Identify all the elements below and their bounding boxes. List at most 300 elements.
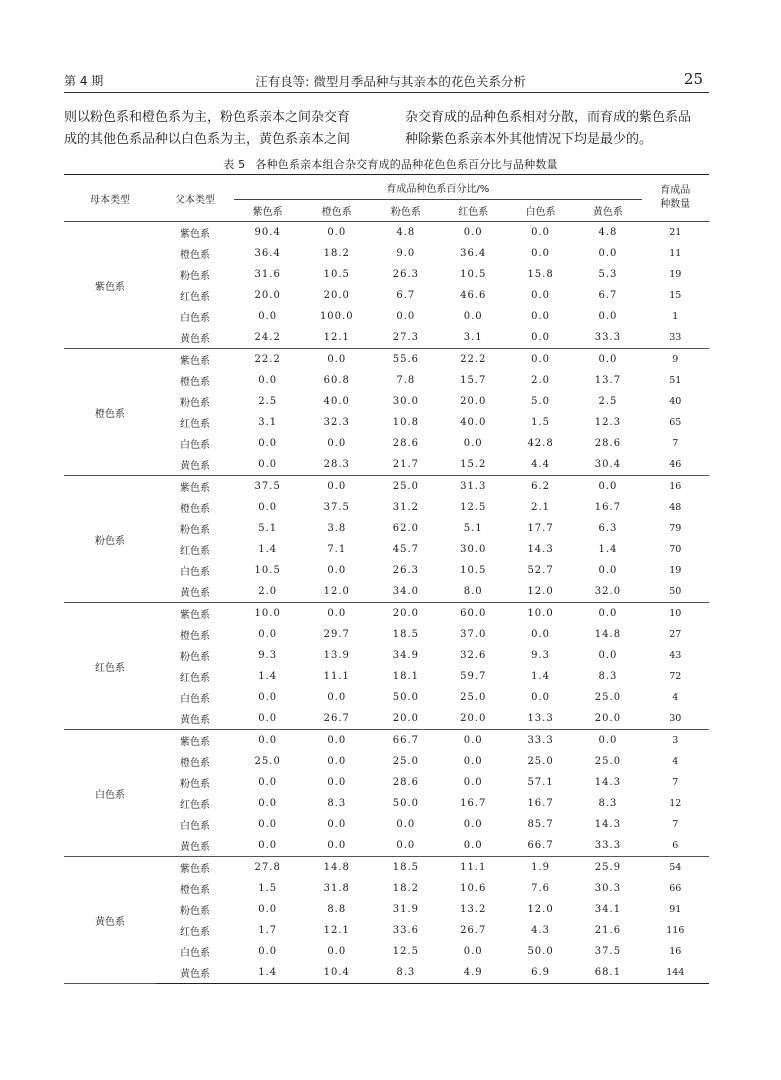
percent-cell: 18.5: [392, 862, 419, 873]
father-type-cell: 粉色系: [180, 525, 210, 536]
percent-cell: 14.3: [594, 777, 622, 788]
percent-cell: 34.9: [392, 650, 419, 661]
percent-cell: 50.0: [527, 946, 554, 957]
percent-cell: 16.7: [460, 798, 487, 809]
percent-cell: 5.3: [598, 269, 618, 280]
percent-cell: 40.0: [460, 417, 487, 428]
father-type-cell: 黄色系: [156, 327, 234, 349]
percent-cell: 8.8: [327, 904, 347, 915]
percent-cell: 24.2: [234, 327, 301, 349]
percent-cell: 60.0: [460, 608, 487, 619]
count-cell: 9: [672, 354, 679, 365]
percent-cell: 22.2: [254, 354, 281, 365]
count-cell: 11: [669, 248, 682, 259]
percent-cell: 18.5: [392, 629, 419, 640]
percent-cell: 8.3: [327, 798, 347, 809]
table-row: [64, 306, 709, 327]
percent-cell: 37.5: [594, 946, 622, 957]
col-header-father: 父本类型: [156, 175, 234, 222]
count-cell: 43: [669, 650, 682, 661]
table-row: [64, 687, 709, 708]
table-row: [64, 581, 709, 603]
count-cell: 19: [669, 269, 682, 280]
running-title: 汪有良等: 微型月季品种与其亲本的花色关系分析: [255, 74, 526, 89]
percent-cell: 0.0: [531, 692, 551, 703]
percent-cell: 27.3: [372, 327, 439, 349]
table-row: [64, 772, 709, 793]
percent-cell: 0.0: [327, 438, 347, 449]
percent-cell: 20.0: [372, 708, 439, 730]
percent-cell: 0.0: [372, 835, 439, 857]
table-row: [64, 370, 709, 391]
table-row: [64, 941, 709, 962]
percent-cell: 0.0: [327, 756, 347, 767]
count-cell: 16: [669, 946, 682, 957]
percent-cell: 0.0: [258, 692, 278, 703]
percent-cell: 34.0: [372, 581, 439, 603]
percent-cell: 25.0: [392, 481, 419, 492]
count-cell: 50: [642, 581, 709, 603]
percent-cell: 0.0: [258, 375, 278, 386]
father-type-cell: 红色系: [180, 673, 210, 684]
percent-cell: 30.4: [574, 454, 641, 476]
percent-cell: 0.0: [531, 311, 551, 322]
table-row: [64, 327, 709, 349]
table-row: [64, 243, 709, 264]
father-type-cell: 橙色系: [180, 885, 210, 896]
percent-cell: 0.0: [327, 777, 347, 788]
percent-cell: 31.8: [323, 883, 350, 894]
table-row: [64, 518, 709, 539]
percent-cell: 0.0: [327, 481, 347, 492]
percent-cell: 5.1: [258, 523, 278, 534]
percent-cell: 20.0: [574, 708, 641, 730]
percent-cell: 15.8: [527, 269, 554, 280]
percent-cell: 0.0: [598, 311, 618, 322]
col-header-count: [642, 175, 709, 222]
mother-type-cell: 红色系: [64, 603, 156, 730]
percent-cell: 1.4: [531, 671, 551, 682]
percent-cell: 40.0: [323, 396, 350, 407]
percent-cell: 57.1: [527, 777, 554, 788]
percent-cell: 31.6: [254, 269, 281, 280]
percent-cell: 18.2: [323, 248, 350, 259]
count-cell: 70: [669, 544, 682, 555]
percent-cell: 33.3: [527, 735, 554, 746]
percent-cell: 12.1: [323, 925, 350, 936]
percent-cell: 9.0: [396, 248, 416, 259]
percent-cell: 0.0: [258, 819, 278, 830]
percent-cell: 15.7: [460, 375, 487, 386]
percent-cell: 30.0: [460, 544, 487, 555]
percent-cell: 14.8: [323, 862, 350, 873]
col-header-percent-group: 育成品种色系百分比/%: [234, 175, 642, 200]
percent-cell: 10.0: [254, 608, 281, 619]
count-cell: 51: [669, 375, 682, 386]
percent-cell: 4.8: [598, 227, 618, 238]
percent-cell: 59.7: [460, 671, 487, 682]
percent-cell: 16.7: [594, 502, 622, 513]
father-type-cell: 黄色系: [156, 835, 234, 857]
percent-cell: 0.0: [258, 777, 278, 788]
page-number: 25: [683, 70, 703, 88]
percent-cell: 31.2: [392, 502, 419, 513]
father-type-cell: 粉色系: [180, 906, 210, 917]
percent-cell: 10.5: [460, 565, 487, 576]
father-type-cell: 粉色系: [180, 271, 210, 282]
percent-cell: 20.0: [323, 290, 350, 301]
percent-cell: 62.0: [392, 523, 419, 534]
percent-cell: 52.7: [527, 565, 554, 576]
percent-cell: 12.0: [527, 904, 554, 915]
mother-type-cell: 紫色系: [64, 222, 156, 349]
percent-cell: 68.1: [574, 962, 641, 984]
father-type-cell: 粉色系: [180, 652, 210, 663]
count-cell: 10: [669, 608, 682, 619]
body-text-left: [64, 107, 394, 151]
percent-cell: 4.4: [507, 454, 574, 476]
percent-cell: 33.6: [392, 925, 419, 936]
header-rule: [64, 92, 709, 93]
father-type-cell: 黄色系: [156, 708, 234, 730]
father-type-cell: 粉色系: [180, 779, 210, 790]
table-row: [64, 497, 709, 518]
table-row: [64, 645, 709, 666]
percent-cell: 4.3: [531, 925, 551, 936]
count-cell: 7: [672, 819, 679, 830]
father-type-cell: 白色系: [180, 821, 210, 832]
percent-cell: 37.5: [323, 502, 350, 513]
journal-issue: 第 4 期: [64, 74, 104, 88]
percent-cell: 20.0: [254, 290, 281, 301]
table-row: [64, 412, 709, 433]
percent-cell: 55.6: [392, 354, 419, 365]
percent-cell: 36.4: [460, 248, 487, 259]
percent-cell: 7.8: [396, 375, 416, 386]
father-type-cell: 红色系: [180, 292, 210, 303]
percent-cell: 33.3: [574, 327, 641, 349]
percent-cell: 3.8: [327, 523, 347, 534]
percent-cell: 0.0: [327, 565, 347, 576]
percent-cell: 25.0: [594, 692, 622, 703]
percent-cell: 0.0: [327, 819, 347, 830]
table-row: [64, 835, 709, 857]
percent-cell: 0.0: [463, 227, 483, 238]
percent-cell: 4.8: [396, 227, 416, 238]
percent-cell: 10.0: [527, 608, 554, 619]
col-header-count-line: 育成品: [660, 185, 691, 196]
percent-cell: 12.3: [594, 417, 622, 428]
percent-cell: 4.9: [440, 962, 507, 984]
table-row: [64, 222, 709, 244]
percent-cell: 46.6: [460, 290, 487, 301]
table-row: [64, 730, 709, 752]
count-cell: 3: [672, 735, 679, 746]
table-row: [64, 433, 709, 454]
count-cell: 7: [672, 438, 679, 449]
percent-cell: 25.0: [527, 756, 554, 767]
father-type-cell: 白色系: [180, 694, 210, 705]
percent-cell: 12.0: [507, 581, 574, 603]
count-cell: 19: [669, 565, 682, 576]
percent-cell: 0.0: [463, 756, 483, 767]
percent-cell: 33.3: [574, 835, 641, 857]
percent-cell: 8.3: [598, 798, 618, 809]
percent-cell: 8.3: [598, 671, 618, 682]
data-table: [64, 174, 709, 984]
percent-cell: 18.2: [392, 883, 419, 894]
percent-cell: 1.4: [258, 671, 278, 682]
percent-cell: 30.0: [392, 396, 419, 407]
table-row: [64, 666, 709, 687]
percent-cell: 0.0: [258, 311, 278, 322]
text-line: 则以粉色系和橙色系为主，粉色系亲本之间杂交育: [64, 110, 351, 125]
table-row: [64, 962, 709, 984]
father-type-cell: 红色系: [180, 800, 210, 811]
percent-cell: 10.5: [254, 565, 281, 576]
father-type-cell: 白色系: [180, 313, 210, 324]
count-cell: 79: [669, 523, 682, 534]
percent-cell: 3.1: [440, 327, 507, 349]
table-row: [64, 476, 709, 498]
table-caption-text: 各种色系亲本组合杂交育成的品种花色色系百分比与品种数量: [255, 158, 558, 171]
percent-cell: 0.0: [258, 946, 278, 957]
percent-cell: 10.6: [460, 883, 487, 894]
percent-cell: 66.7: [507, 835, 574, 857]
count-cell: 7: [672, 777, 679, 788]
table-caption-label: 表 5: [223, 158, 246, 171]
father-type-cell: 白色系: [180, 440, 210, 451]
percent-cell: 8.3: [372, 962, 439, 984]
percent-cell: 16.7: [527, 798, 554, 809]
count-cell: 91: [669, 904, 682, 915]
percent-cell: 2.1: [531, 502, 551, 513]
percent-cell: 12.1: [301, 327, 372, 349]
percent-cell: 26.7: [301, 708, 372, 730]
text-line: 种除紫色系亲本外其他情况下均是最少的。: [405, 132, 653, 147]
percent-cell: 1.4: [598, 544, 618, 555]
percent-cell: 25.0: [254, 756, 281, 767]
col-header-color: 白色系: [507, 200, 574, 222]
father-type-cell: 白色系: [180, 948, 210, 959]
percent-cell: 28.3: [301, 454, 372, 476]
percent-cell: 31.9: [392, 904, 419, 915]
table-row: [64, 560, 709, 581]
percent-cell: 6.9: [507, 962, 574, 984]
count-cell: 4: [672, 692, 679, 703]
percent-cell: 0.0: [258, 629, 278, 640]
percent-cell: 26.7: [460, 925, 487, 936]
percent-cell: 50.0: [392, 798, 419, 809]
percent-cell: 0.0: [598, 248, 618, 259]
percent-cell: 14.3: [527, 544, 554, 555]
col-header-color: 紫色系: [234, 200, 301, 222]
percent-cell: 7.6: [531, 883, 551, 894]
table-row: [64, 603, 709, 625]
percent-cell: 25.0: [392, 756, 419, 767]
percent-cell: 1.4: [234, 962, 301, 984]
count-cell: 48: [669, 502, 682, 513]
father-type-cell: 橙色系: [180, 631, 210, 642]
table-row: [64, 708, 709, 730]
percent-cell: 0.0: [327, 608, 347, 619]
count-cell: 144: [642, 962, 709, 984]
table-row: [64, 751, 709, 772]
count-cell: 6: [642, 835, 709, 857]
percent-cell: 9.3: [531, 650, 551, 661]
percent-cell: 9.3: [258, 650, 278, 661]
percent-cell: 8.0: [440, 581, 507, 603]
percent-cell: 2.5: [258, 396, 278, 407]
percent-cell: 10.8: [392, 417, 419, 428]
percent-cell: 0.0: [463, 777, 483, 788]
col-header-color: 粉色系: [372, 200, 439, 222]
percent-cell: 37.5: [254, 481, 281, 492]
percent-cell: 0.0: [234, 454, 301, 476]
table-row: [64, 899, 709, 920]
percent-cell: 0.0: [258, 735, 278, 746]
table-row: [64, 814, 709, 835]
percent-cell: 0.0: [598, 735, 618, 746]
percent-cell: 0.0: [598, 565, 618, 576]
percent-cell: 1.4: [258, 544, 278, 555]
percent-cell: 21.7: [372, 454, 439, 476]
percent-cell: 10.5: [323, 269, 350, 280]
percent-cell: 0.0: [463, 946, 483, 957]
percent-cell: 1.5: [531, 417, 551, 428]
count-cell: 4: [672, 756, 679, 767]
percent-cell: 25.0: [460, 692, 487, 703]
percent-cell: 0.0: [507, 327, 574, 349]
percent-cell: 25.9: [594, 862, 622, 873]
percent-cell: 14.8: [594, 629, 622, 640]
percent-cell: 0.0: [531, 227, 551, 238]
col-header-color: 橙色系: [301, 200, 372, 222]
col-header-color: 黄色系: [574, 200, 641, 222]
table-row: [64, 285, 709, 306]
percent-cell: 20.0: [460, 396, 487, 407]
percent-cell: 0.0: [531, 354, 551, 365]
count-cell: 65: [669, 417, 682, 428]
father-type-cell: 红色系: [180, 419, 210, 430]
table-row: [64, 264, 709, 285]
percent-cell: 90.4: [254, 227, 281, 238]
table-row: [64, 793, 709, 814]
percent-cell: 6.7: [396, 290, 416, 301]
count-cell: 66: [669, 883, 682, 894]
mother-type-cell: 橙色系: [64, 349, 156, 476]
percent-cell: 0.0: [327, 946, 347, 957]
father-type-cell: 白色系: [180, 567, 210, 578]
percent-cell: 0.0: [463, 819, 483, 830]
count-cell: 46: [642, 454, 709, 476]
percent-cell: 0.0: [463, 735, 483, 746]
count-cell: 27: [669, 629, 682, 640]
percent-cell: 20.0: [392, 608, 419, 619]
table-row: [64, 624, 709, 645]
percent-cell: 0.0: [396, 311, 416, 322]
father-type-cell: 黄色系: [156, 581, 234, 603]
percent-cell: 26.3: [392, 269, 419, 280]
table-row: [64, 539, 709, 560]
percent-cell: 10.5: [460, 269, 487, 280]
count-cell: 21: [669, 227, 682, 238]
percent-cell: 60.8: [323, 375, 350, 386]
col-header-mother: 母本类型: [64, 175, 156, 222]
count-cell: 116: [666, 925, 685, 936]
percent-cell: 13.9: [323, 650, 350, 661]
percent-cell: 12.0: [301, 581, 372, 603]
percent-cell: 0.0: [258, 502, 278, 513]
percent-cell: 0.0: [463, 438, 483, 449]
father-type-cell: 红色系: [180, 927, 210, 938]
body-text-right: [405, 107, 715, 151]
count-cell: 12: [669, 798, 682, 809]
percent-cell: 30.3: [594, 883, 622, 894]
percent-cell: 0.0: [396, 819, 416, 830]
count-cell: 15: [669, 290, 682, 301]
percent-cell: 0.0: [301, 835, 372, 857]
percent-cell: 0.0: [440, 835, 507, 857]
percent-cell: 50.0: [392, 692, 419, 703]
father-type-cell: 红色系: [180, 546, 210, 557]
percent-cell: 2.5: [598, 396, 618, 407]
table-row: [64, 391, 709, 412]
percent-cell: 28.6: [594, 438, 622, 449]
percent-cell: 26.3: [392, 565, 419, 576]
father-type-cell: 粉色系: [180, 398, 210, 409]
percent-cell: 37.0: [460, 629, 487, 640]
percent-cell: 0.0: [258, 438, 278, 449]
father-type-cell: 紫色系: [180, 737, 210, 748]
percent-cell: 32.3: [323, 417, 350, 428]
count-cell: 40: [669, 396, 682, 407]
percent-cell: 14.3: [594, 819, 622, 830]
text-line: 成的其他色系品种以白色系为主，黄色系亲本之间: [64, 132, 351, 147]
percent-cell: 45.7: [392, 544, 419, 555]
percent-cell: 34.1: [594, 904, 622, 915]
percent-cell: 31.3: [460, 481, 487, 492]
father-type-cell: 橙色系: [180, 504, 210, 515]
percent-cell: 0.0: [234, 708, 301, 730]
percent-cell: 13.7: [594, 375, 622, 386]
percent-cell: 85.7: [527, 819, 554, 830]
percent-cell: 0.0: [531, 290, 551, 301]
percent-cell: 6.2: [531, 481, 551, 492]
father-type-cell: 紫色系: [180, 356, 210, 367]
father-type-cell: 紫色系: [180, 610, 210, 621]
table-row: [64, 349, 709, 371]
percent-cell: 3.1: [258, 417, 278, 428]
percent-cell: 2.0: [531, 375, 551, 386]
table-row: [64, 920, 709, 941]
percent-cell: 0.0: [327, 692, 347, 703]
percent-cell: 12.5: [392, 946, 419, 957]
father-type-cell: 紫色系: [180, 864, 210, 875]
col-header-color: 红色系: [440, 200, 507, 222]
percent-cell: 10.4: [301, 962, 372, 984]
percent-cell: 0.0: [327, 354, 347, 365]
percent-cell: 28.6: [392, 777, 419, 788]
percent-cell: 36.4: [254, 248, 281, 259]
percent-cell: 0.0: [598, 650, 618, 661]
percent-cell: 20.0: [440, 708, 507, 730]
percent-cell: 1.5: [258, 883, 278, 894]
table-caption: [0, 156, 781, 172]
mother-type-cell: 粉色系: [64, 476, 156, 603]
percent-cell: 0.0: [598, 481, 618, 492]
percent-cell: 0.0: [258, 798, 278, 809]
